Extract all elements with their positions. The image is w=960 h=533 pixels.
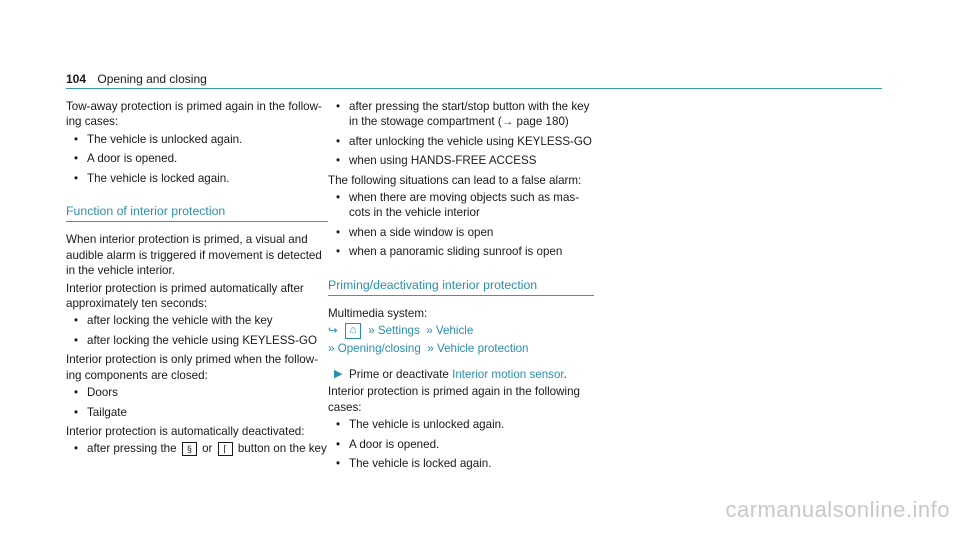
closed-components-list xyxy=(66,385,328,420)
nav-path-line1 xyxy=(328,323,596,339)
list-item: • after unlocking the vehicle using KEYLESS-GO xyxy=(328,134,596,149)
intro-list xyxy=(66,132,328,186)
watermark-logo: carmanualsonline.info xyxy=(725,497,950,522)
list-item: • after locking the vehicle using KEYLESS-GO xyxy=(66,333,328,348)
trunk-key-icon: ⌈ xyxy=(218,442,233,456)
multimedia-label: Multimedia system: xyxy=(328,307,428,321)
nav-settings: Settings xyxy=(377,324,420,338)
list-item: • when a side window is open xyxy=(328,225,596,240)
list-item xyxy=(66,441,328,456)
chevron-right-icon: » xyxy=(427,342,434,356)
section-heading-priming: Priming/deactivating interior protection xyxy=(328,278,594,296)
list-item: • A door is opened. xyxy=(66,151,328,166)
chevron-right-icon: » xyxy=(328,342,335,356)
nav-opening-closing: Opening/closing xyxy=(337,342,421,356)
false-alarm-paragraph: The following situations can lead to a false alarm: xyxy=(328,173,582,187)
page-section-title: Opening and closing xyxy=(97,72,207,86)
home-icon: ⌂ xyxy=(345,323,361,339)
nav-vehicle-protection: Vehicle protection xyxy=(436,342,529,356)
list-item-text: after pressing the xyxy=(87,442,177,456)
list-item: • after locking the vehicle with the key xyxy=(66,313,328,328)
auto-prime-list xyxy=(66,313,328,348)
page-header xyxy=(66,72,882,89)
right-column xyxy=(328,99,596,475)
page-number: 104 xyxy=(66,72,87,86)
action-arrow-icon: ▶ xyxy=(334,367,343,380)
closed-components-paragraph: Interior protection is only primed when the follow-ing components are closed: xyxy=(66,353,318,382)
chevron-right-icon: » xyxy=(368,324,375,338)
nav-vehicle: Vehicle xyxy=(435,324,474,338)
turn-arrow-icon: ↪ xyxy=(328,324,338,338)
list-item: • when using HANDS-FREE ACCESS xyxy=(328,153,596,168)
list-item: • Tailgate xyxy=(66,405,328,420)
list-item-text: button on the key xyxy=(237,442,327,456)
deactivated-list xyxy=(66,441,328,456)
deactivated-list-continued xyxy=(328,99,596,169)
intro-text: Tow-away protection is primed again in the follow-ing cases: xyxy=(66,100,322,129)
list-item: • The vehicle is unlocked again. xyxy=(66,132,328,147)
list-item: • when a panoramic sliding sunroof is open xyxy=(328,244,596,259)
list-item: • when there are moving objects such as mas-cots in the vehicle interior xyxy=(328,190,596,221)
left-column xyxy=(66,99,328,461)
step-suffix: . xyxy=(563,367,567,381)
function-paragraph: When interior protection is primed, a visual and audible alarm is triggered if movement is detected in the vehicle interior. xyxy=(66,233,322,278)
list-item: • The vehicle is unlocked again. xyxy=(328,417,596,432)
auto-prime-paragraph: Interior protection is primed automatically after approximately ten seconds: xyxy=(66,281,304,311)
primed-again-paragraph: Interior protection is primed again in the following cases: xyxy=(328,385,580,414)
interior-motion-sensor-link: Interior motion sensor xyxy=(452,367,564,381)
list-item: • Doors xyxy=(66,385,328,400)
list-item: • A door is opened. xyxy=(328,437,596,452)
section-heading-function: Function of interior protection xyxy=(66,204,328,222)
primed-again-list xyxy=(328,417,596,471)
list-item-text: or xyxy=(202,442,213,456)
chevron-right-icon: » xyxy=(426,324,433,338)
list-item: • The vehicle is locked again. xyxy=(328,456,596,471)
list-item: • The vehicle is locked again. xyxy=(66,171,328,186)
lock-key-icon: § xyxy=(182,442,197,456)
nav-path-line2 xyxy=(328,341,596,356)
action-step xyxy=(328,367,596,382)
deactivated-paragraph: Interior protection is automatically deactivated: xyxy=(66,424,305,438)
list-item: • after pressing the start/stop button with the key in the stowage compartment (→ page 180) xyxy=(328,99,596,130)
step-text: Prime or deactivate xyxy=(349,367,449,381)
false-alarm-list xyxy=(328,190,596,260)
